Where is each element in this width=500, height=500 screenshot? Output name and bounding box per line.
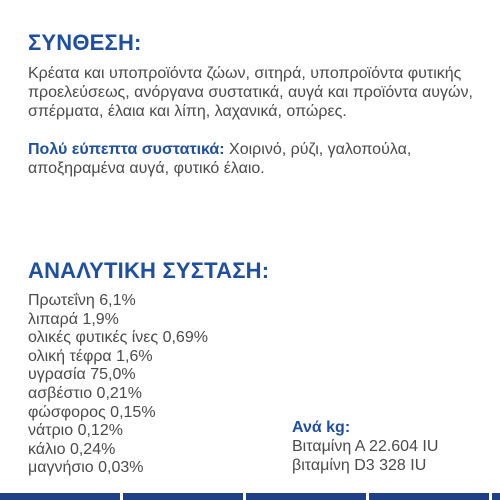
analysis-list [28,292,208,478]
digestible-ingredients-text: Χοιρινό, ρύζι, γαλοπούλα, αποξηραμένα αυγά, φυτικό έλαιο. [28,141,412,177]
analysis-item-fat: λιπαρά 1,9% [28,310,119,328]
analysis-item-potassium: κάλιο 0,24% [28,440,116,458]
analysis-item-fiber: ολικές φυτικές ίνες 0,69% [28,329,208,347]
analysis-item-magnesium: μαγνήσιο 0,03% [28,459,144,477]
digestible-ingredients-label: Πολύ εύπεπτα συστατικά: [28,141,225,158]
digestible-ingredients [28,140,474,178]
analysis-item-protein: Πρωτεΐνη 6,1% [28,292,136,309]
analysis-item-sodium: νάτριο 0,12% [28,422,123,440]
analysis-item-ash: ολική τέφρα 1,6% [28,347,153,365]
analysis-item-phosphorus: φώσφορος 0,15% [28,403,156,421]
vitamin-a: Βιταμίνη Α 22.604 IU [292,438,439,455]
vitamin-d3: βιταμίνη D3 328 IU [292,457,427,474]
per-kg-label: Ανά kg: [292,419,351,436]
composition-text: Κρέατα και υποπροϊόντα ζώων, σιτηρά, υποπροϊόντα φυτικής προελεύσεως, ανόργανα συστατικά, αυγά και προϊόντα αυγών, σπέρματα, έλαια και λίπη, λαχανικά, οπώρες. [28,65,473,120]
per-kg-block [292,418,438,475]
bottom-band [0,493,500,500]
analysis-item-moisture: υγρασία 75,0% [28,366,136,384]
analysis-item-calcium: ασβέστιο 0,21% [28,384,142,402]
composition-heading: ΣΥΝΘΕΣΗ: [28,30,142,55]
analysis-heading: ΑΝΑΛΥΤΙΚΗ ΣΥΣΤΑΣΗ: [28,258,270,283]
